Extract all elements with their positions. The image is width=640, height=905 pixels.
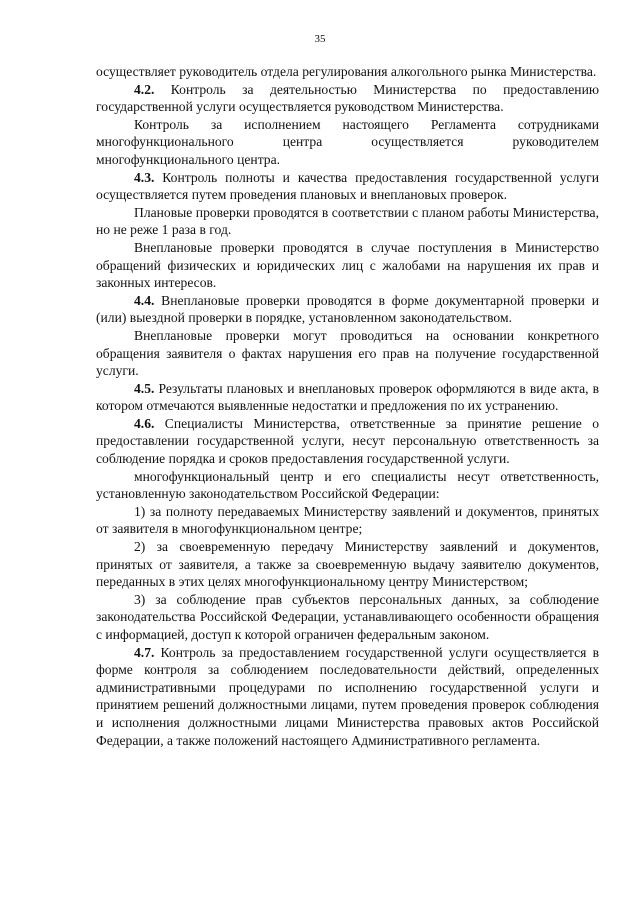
paragraph [96,538,599,591]
section-number: 4.2. [134,81,155,97]
paragraph-text: Внеплановые проверки проводятся в случае поступления в Министерство обращений физических и юридических лиц с жалобами на нарушения их прав и законных интересов. [96,239,599,291]
paragraph-text: осуществляет руководитель отдела регулирования алкогольного рынка Министерства. [96,64,597,79]
paragraph [96,468,599,503]
page-number: 35 [314,33,326,45]
paragraph [96,239,599,292]
paragraph [96,169,599,204]
section-number: 4.3. [134,169,155,185]
paragraph [96,591,599,644]
paragraph-text: 2) за своевременную передачу Министерству заявлений и документов, принятых от заявителя, а также за своевременную выдачу заявителю документов, переданных в этих целях многофункциональному центру Министерством; [96,539,599,590]
paragraph-text: Специалисты Министерства, ответственные за принятие решение о предоставлении государственной услуги, несут персональную ответственность за соблюдение порядка и сроков предоставления государственной услуги. [96,415,599,467]
paragraph-text: Внеплановые проверки могут проводиться на основании конкретного обращения заявителя о фактах нарушения его прав на получение государственной услуги. [96,327,599,379]
paragraph [96,327,599,380]
paragraph [96,204,599,239]
paragraph-text: 1) за полноту передаваемых Министерству заявлений и документов, принятых от заявителя в многофункциональном центре; [96,503,599,537]
section-number: 4.5. [134,380,155,396]
paragraph-text: Контроль за предоставлением государственной услуги осуществляется в форме контроля за соблюдением последовательности действий, определенных административными процедурами по исполнению государственной услуги и принятием решений должностными лицами, путем проведения проверок соблюдения и исполнения должностными лицами Министерства правовых актов Российской Федерации, а также положений настоящего Административного регламента. [96,644,599,748]
paragraph-text: Контроль за деятельностью Министерства по предоставлению государственной услуги осуществляется руководством Министерства. [96,81,599,115]
paragraph [96,503,599,538]
paragraph-text: Плановые проверки проводятся в соответствии с планом работы Министерства, но не реже 1 раза в год. [96,204,599,238]
section-number: 4.6. [134,415,155,431]
paragraph [96,292,599,327]
paragraph-text: Контроль полноты и качества предоставления государственной услуги осуществляется путем проведения плановых и внеплановых проверок. [96,169,599,203]
paragraph [96,644,599,750]
paragraph-text: Контроль за исполнением настоящего Регламента сотрудниками многофункционального центра осуществляется руководителем многофункционального центра. [96,116,599,167]
paragraph-text: 3) за соблюдение прав субъектов персональных данных, за соблюдение законодательства Российской Федерации, устанавливающего особенности обращения с информацией, доступ к которой ограничен федеральным законом. [96,591,599,642]
paragraph-text: Внеплановые проверки проводятся в форме документарной проверки и (или) выездной проверки в порядке, установленном законодательством. [96,292,599,326]
paragraph [96,380,599,415]
paragraph-text: многофункциональный центр и его специалисты несут ответственность, установленную законодательством Российской Федерации: [96,468,599,502]
paragraph [96,415,599,468]
paragraph [96,63,599,81]
paragraph [96,116,599,169]
paragraph-text: Результаты плановых и внеплановых проверок оформляются в виде акта, в котором отмечаются выявленные недостатки и предложения по их устранению. [96,380,599,414]
section-number: 4.4. [134,292,155,308]
section-number: 4.7. [134,644,155,660]
document-body [96,63,599,749]
paragraph [96,81,599,116]
